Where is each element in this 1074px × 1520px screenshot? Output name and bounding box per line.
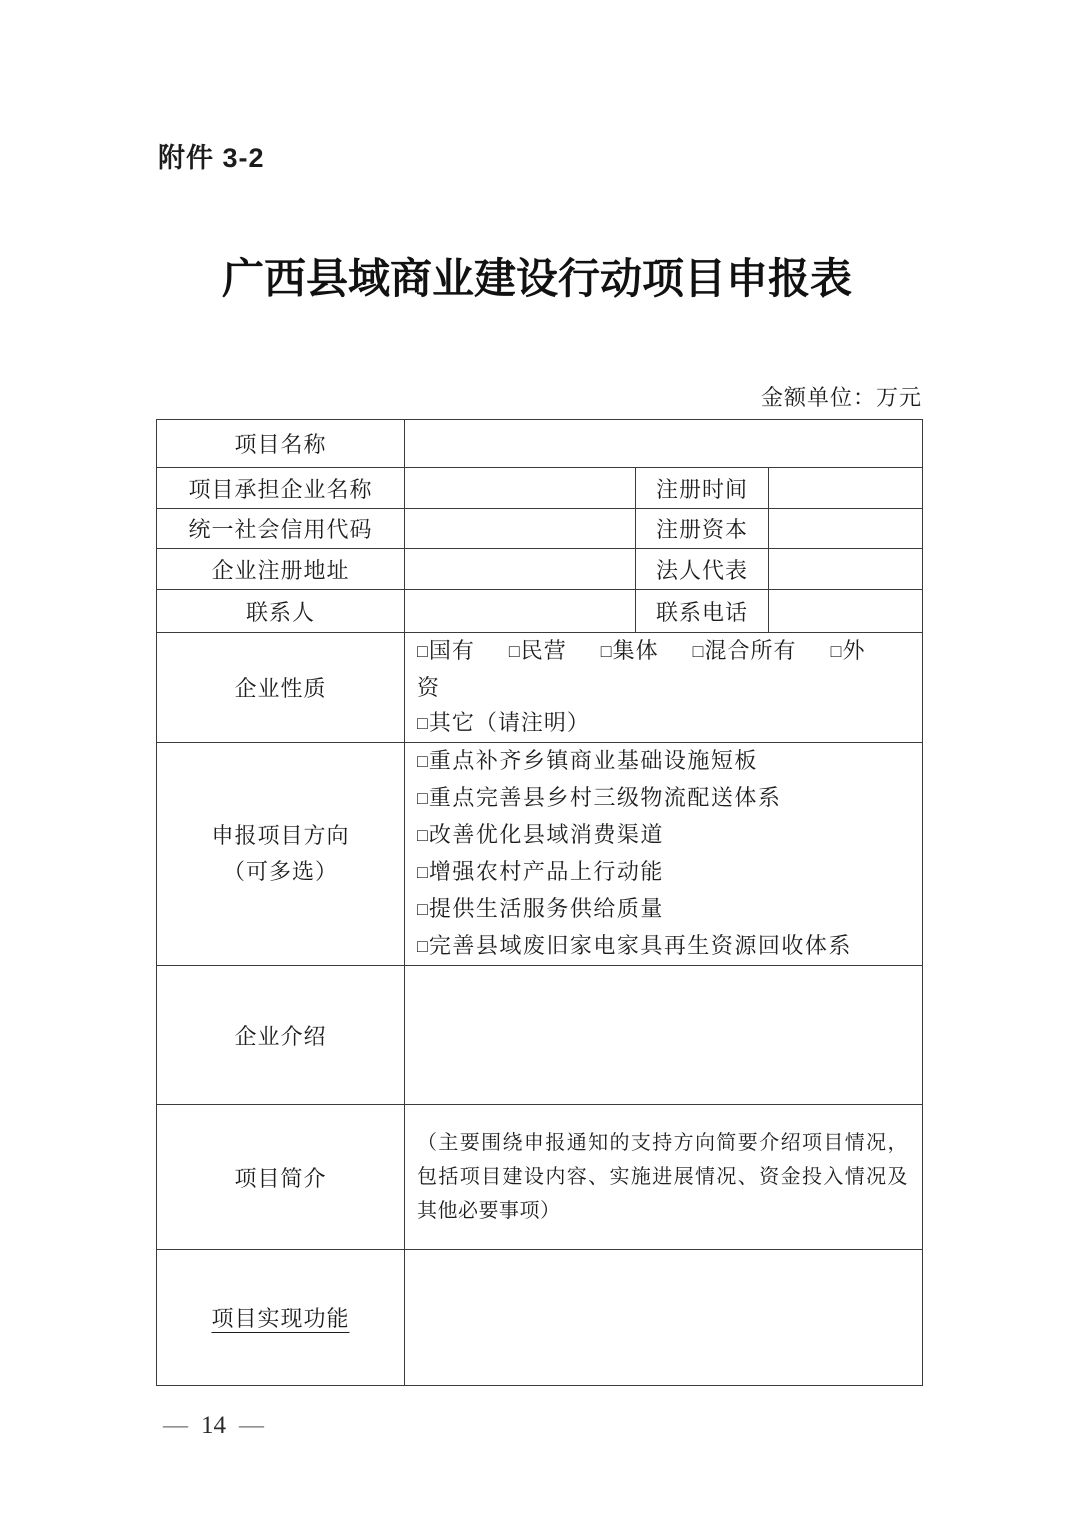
checkbox-icon[interactable]: □	[417, 751, 428, 771]
direction-option[interactable]	[417, 854, 912, 891]
enterprise-nature-options	[405, 633, 923, 743]
contact-person-label: 联系人	[157, 590, 405, 633]
nature-wrap-overflow: 资	[417, 675, 441, 700]
table-row	[157, 549, 923, 590]
table-row	[157, 590, 923, 633]
checkbox-icon[interactable]: □	[417, 936, 428, 956]
direction-option-label: 完善县域废旧家电家具再生资源回收体系	[428, 933, 852, 958]
checkbox-icon[interactable]: □	[508, 641, 520, 661]
page-number-value: 14	[201, 1412, 226, 1439]
checkbox-icon[interactable]: □	[692, 641, 704, 661]
direction-option[interactable]	[417, 743, 912, 780]
table-row	[157, 743, 923, 966]
nature-option-label: 混合所有	[704, 638, 797, 663]
checkbox-icon[interactable]: □	[600, 641, 612, 661]
project-direction-label-line1: 申报项目方向	[211, 823, 350, 848]
enterprise-nature-line1	[417, 633, 912, 670]
checkbox-icon[interactable]: □	[417, 713, 428, 733]
company-intro-field[interactable]	[405, 966, 923, 1105]
page-number	[163, 1412, 264, 1440]
direction-option[interactable]	[417, 817, 912, 854]
registration-time-field[interactable]	[769, 468, 923, 509]
table-row	[157, 468, 923, 509]
company-intro-label: 企业介绍	[157, 966, 405, 1105]
checkbox-icon[interactable]: □	[417, 641, 428, 661]
direction-option[interactable]	[417, 780, 912, 817]
direction-option[interactable]	[417, 928, 912, 965]
contact-phone-label: 联系电话	[636, 590, 769, 633]
amount-unit-note: 金额单位：万元	[760, 385, 922, 410]
project-brief-note: （主要围绕申报通知的支持方向简要介绍项目情况，包括项目建设内容、实施进展情况、资金投入情况及其他必要事项）	[417, 1132, 909, 1222]
registered-capital-label: 注册资本	[636, 509, 769, 549]
legal-representative-field[interactable]	[769, 549, 923, 590]
direction-option-label: 增强农村产品上行动能	[428, 859, 664, 884]
page-number-dash-right: —	[239, 1412, 264, 1439]
table-row	[157, 509, 923, 549]
nature-option-label: 其它（请注明）	[428, 710, 590, 735]
credit-code-label: 统一社会信用代码	[157, 509, 405, 549]
project-functions-field[interactable]	[405, 1250, 923, 1386]
checkbox-icon[interactable]: □	[417, 788, 428, 808]
checkbox-icon[interactable]: □	[417, 862, 428, 882]
nature-option-label: 国有	[428, 638, 475, 663]
table-row	[157, 633, 923, 743]
credit-code-field[interactable]	[405, 509, 636, 549]
contact-person-field[interactable]	[405, 590, 636, 633]
nature-option-state-owned[interactable]	[417, 633, 475, 670]
registered-address-label: 企业注册地址	[157, 549, 405, 590]
nature-option-collective[interactable]	[601, 633, 659, 670]
company-name-field[interactable]	[405, 468, 636, 509]
direction-option-label: 重点完善县乡村三级物流配送体系	[428, 785, 782, 810]
project-name-field[interactable]	[405, 420, 923, 468]
table-row	[157, 420, 923, 468]
project-functions-label	[157, 1250, 405, 1386]
nature-option-label: 外	[842, 638, 866, 663]
direction-option[interactable]	[417, 891, 912, 928]
project-name-label: 项目名称	[157, 420, 405, 468]
nature-option-label: 集体	[612, 638, 659, 663]
direction-option-label: 改善优化县域消费渠道	[428, 822, 664, 847]
nature-option-foreign[interactable]	[831, 633, 866, 670]
project-functions-label-text: 项目实现功能	[211, 1306, 350, 1331]
checkbox-icon[interactable]: □	[417, 825, 428, 845]
checkbox-icon[interactable]: □	[417, 899, 428, 919]
direction-option-label: 提供生活服务供给质量	[428, 896, 664, 921]
registration-time-label: 注册时间	[636, 468, 769, 509]
table-row	[157, 1105, 923, 1250]
page-number-dash-left: —	[163, 1412, 188, 1439]
nature-option-private[interactable]	[509, 633, 567, 670]
attachment-label: 附件 3-2	[158, 143, 265, 173]
direction-option-label: 重点补齐乡镇商业基础设施短板	[428, 748, 758, 773]
legal-representative-label: 法人代表	[636, 549, 769, 590]
project-brief-field[interactable]	[405, 1105, 923, 1250]
table-row	[157, 1250, 923, 1386]
company-name-label: 项目承担企业名称	[157, 468, 405, 509]
application-form-table	[156, 419, 923, 1386]
page-title: 广西县域商业建设行动项目申报表	[221, 257, 852, 303]
registered-capital-field[interactable]	[769, 509, 923, 549]
checkbox-icon[interactable]: □	[830, 641, 842, 661]
contact-phone-field[interactable]	[769, 590, 923, 633]
nature-option-other[interactable]	[417, 705, 912, 742]
project-direction-label-line2: （可多选）	[222, 859, 338, 884]
project-direction-label	[157, 743, 405, 966]
table-row	[157, 966, 923, 1105]
registered-address-field[interactable]	[405, 549, 636, 590]
project-brief-label: 项目简介	[157, 1105, 405, 1250]
project-direction-options	[405, 743, 923, 966]
nature-option-label: 民营	[520, 638, 567, 663]
nature-option-mixed[interactable]	[693, 633, 797, 670]
enterprise-nature-label: 企业性质	[157, 633, 405, 743]
